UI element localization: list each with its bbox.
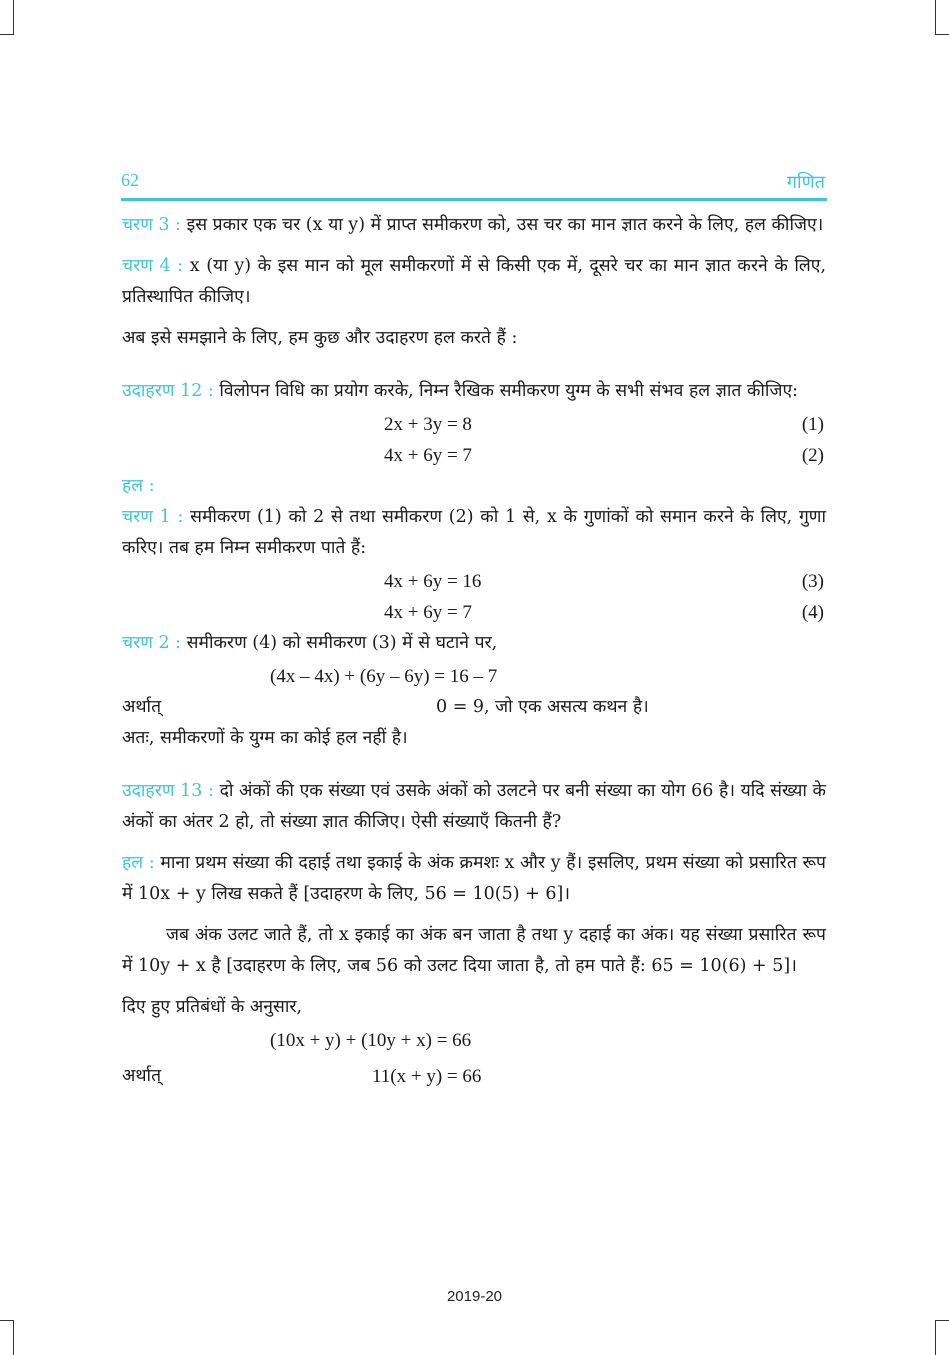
step-1-label: चरण 1 : (122, 507, 184, 527)
crop-mark (13, 0, 14, 34)
equation-1 (122, 409, 826, 440)
step-3 (122, 210, 826, 241)
arthat-label: अर्थात् (122, 697, 162, 717)
solution-12-label (122, 471, 826, 502)
step-4-text: x (या y) के इस मान को मूल समीकरणों में से किसी एक में, दूसरे चर का मान ज्ञात करने के लिए, प्रतिस्थापित कीजिए। (122, 256, 827, 307)
page-content (122, 210, 826, 1092)
page-subject: गणित (786, 172, 825, 193)
equation-4-tag: (4) (801, 602, 824, 623)
example-12-label: उदाहरण 12 : (122, 381, 214, 401)
equation-6-text: 0 = 9, जो एक असत्य कथन है। (436, 697, 649, 717)
equation-7-text: (10x + y) + (10y + x) = 66 (270, 1030, 472, 1051)
conclusion-12: अतः, समीकरणों के युग्म का कोई हल नहीं है। (122, 728, 408, 748)
solution-label: हल : (122, 476, 155, 496)
reverse-text: जब अंक उलट जाते हैं, तो x इकाई का अंक बन जाता है तथा y दहाई का अंक। यह संख्या प्रसारित रूप में 10y + x है [उदाहरण के लिए, जब 56 को उलट दिया जाता है, तो हम पाते हैं: 65 = 10(6) + 5]। (122, 925, 826, 976)
step-3-text: इस प्रकार एक चर (x या y) में प्राप्त समीकरण को, उस चर का मान ज्ञात करने के लिए, हल कीजिए। (186, 215, 824, 235)
example-13-text: दो अंकों की एक संख्या एवं उसके अंकों को उलटने पर बनी संख्या का योग 66 है। यदि संख्या के अंकों का अंतर 2 हो, तो संख्या ज्ञात कीजिए। ऐसी संख्याएँ कितनी हैं? (122, 781, 826, 832)
equation-7 (122, 1025, 826, 1061)
example-12 (122, 376, 826, 407)
step-2-label: चरण 2 : (122, 633, 182, 653)
crop-mark (935, 34, 949, 35)
page-number: 62 (121, 170, 139, 190)
step-4 (122, 251, 826, 313)
crop-mark (0, 34, 14, 35)
equation-8-text: 11(x + y) = 66 (372, 1066, 482, 1087)
equation-8 (122, 1061, 826, 1092)
equation-4 (122, 597, 826, 628)
equation-3-text: 4x + 6y = 16 (384, 571, 482, 592)
step-2-text: समीकरण (4) को समीकरण (3) में से घटाने पर, (186, 633, 498, 653)
step-2 (122, 628, 826, 659)
solution-13 (122, 848, 826, 910)
solution-13-label: हल : (122, 853, 155, 873)
intro-text: अब इसे समझाने के लिए, हम कुछ और उदाहरण हल करते हैं : (122, 328, 518, 348)
crop-mark (935, 1320, 936, 1355)
equation-2 (122, 440, 826, 471)
footer-year: 2019-20 (446, 1288, 503, 1305)
crop-mark (935, 1320, 949, 1321)
example-13-label: उदाहरण 13 : (122, 781, 214, 801)
step-1 (122, 502, 826, 564)
equation-1-tag: (1) (801, 414, 824, 435)
equation-1-text: 2x + 3y = 8 (384, 414, 472, 435)
example-13 (122, 776, 826, 838)
equation-3 (122, 566, 826, 597)
step-4-label: चरण 4 : (122, 256, 184, 276)
equation-2-tag: (2) (801, 445, 824, 466)
equation-2-text: 4x + 6y = 7 (384, 445, 472, 466)
header-rule (121, 198, 827, 201)
solution-13-text: माना प्रथम संख्या की दहाई तथा इकाई के अंक क्रमशः x और y हैं। इसलिए, प्रथम संख्या को प्रसारित रूप में 10x + y लिख सकते हैं [उदाहरण के लिए, 56 = 10(5) + 6]। (122, 853, 826, 904)
crop-mark (935, 0, 936, 34)
equation-5 (122, 661, 826, 692)
equation-6 (122, 692, 826, 723)
conditions-text: दिए हुए प्रतिबंधों के अनुसार, (122, 997, 303, 1017)
arthat-label-2: अर्थात् (122, 1066, 162, 1086)
equation-4-text: 4x + 6y = 7 (384, 602, 472, 623)
equation-5-text: (4x – 4x) + (6y – 6y) = 16 – 7 (270, 666, 498, 687)
equation-3-tag: (3) (801, 571, 824, 592)
step-3-label: चरण 3 : (122, 215, 182, 235)
crop-mark (0, 1320, 14, 1321)
crop-mark (13, 1320, 14, 1355)
example-12-text: विलोपन विधि का प्रयोग करके, निम्न रैखिक समीकरण युग्म के सभी संभव हल ज्ञात कीजिए: (219, 381, 799, 401)
step-1-text: समीकरण (1) को 2 से तथा समीकरण (2) को 1 से, x के गुणांकों को समान करने के लिए, गुणा करिए। तब हम निम्न समीकरण पाते हैं: (122, 507, 826, 558)
